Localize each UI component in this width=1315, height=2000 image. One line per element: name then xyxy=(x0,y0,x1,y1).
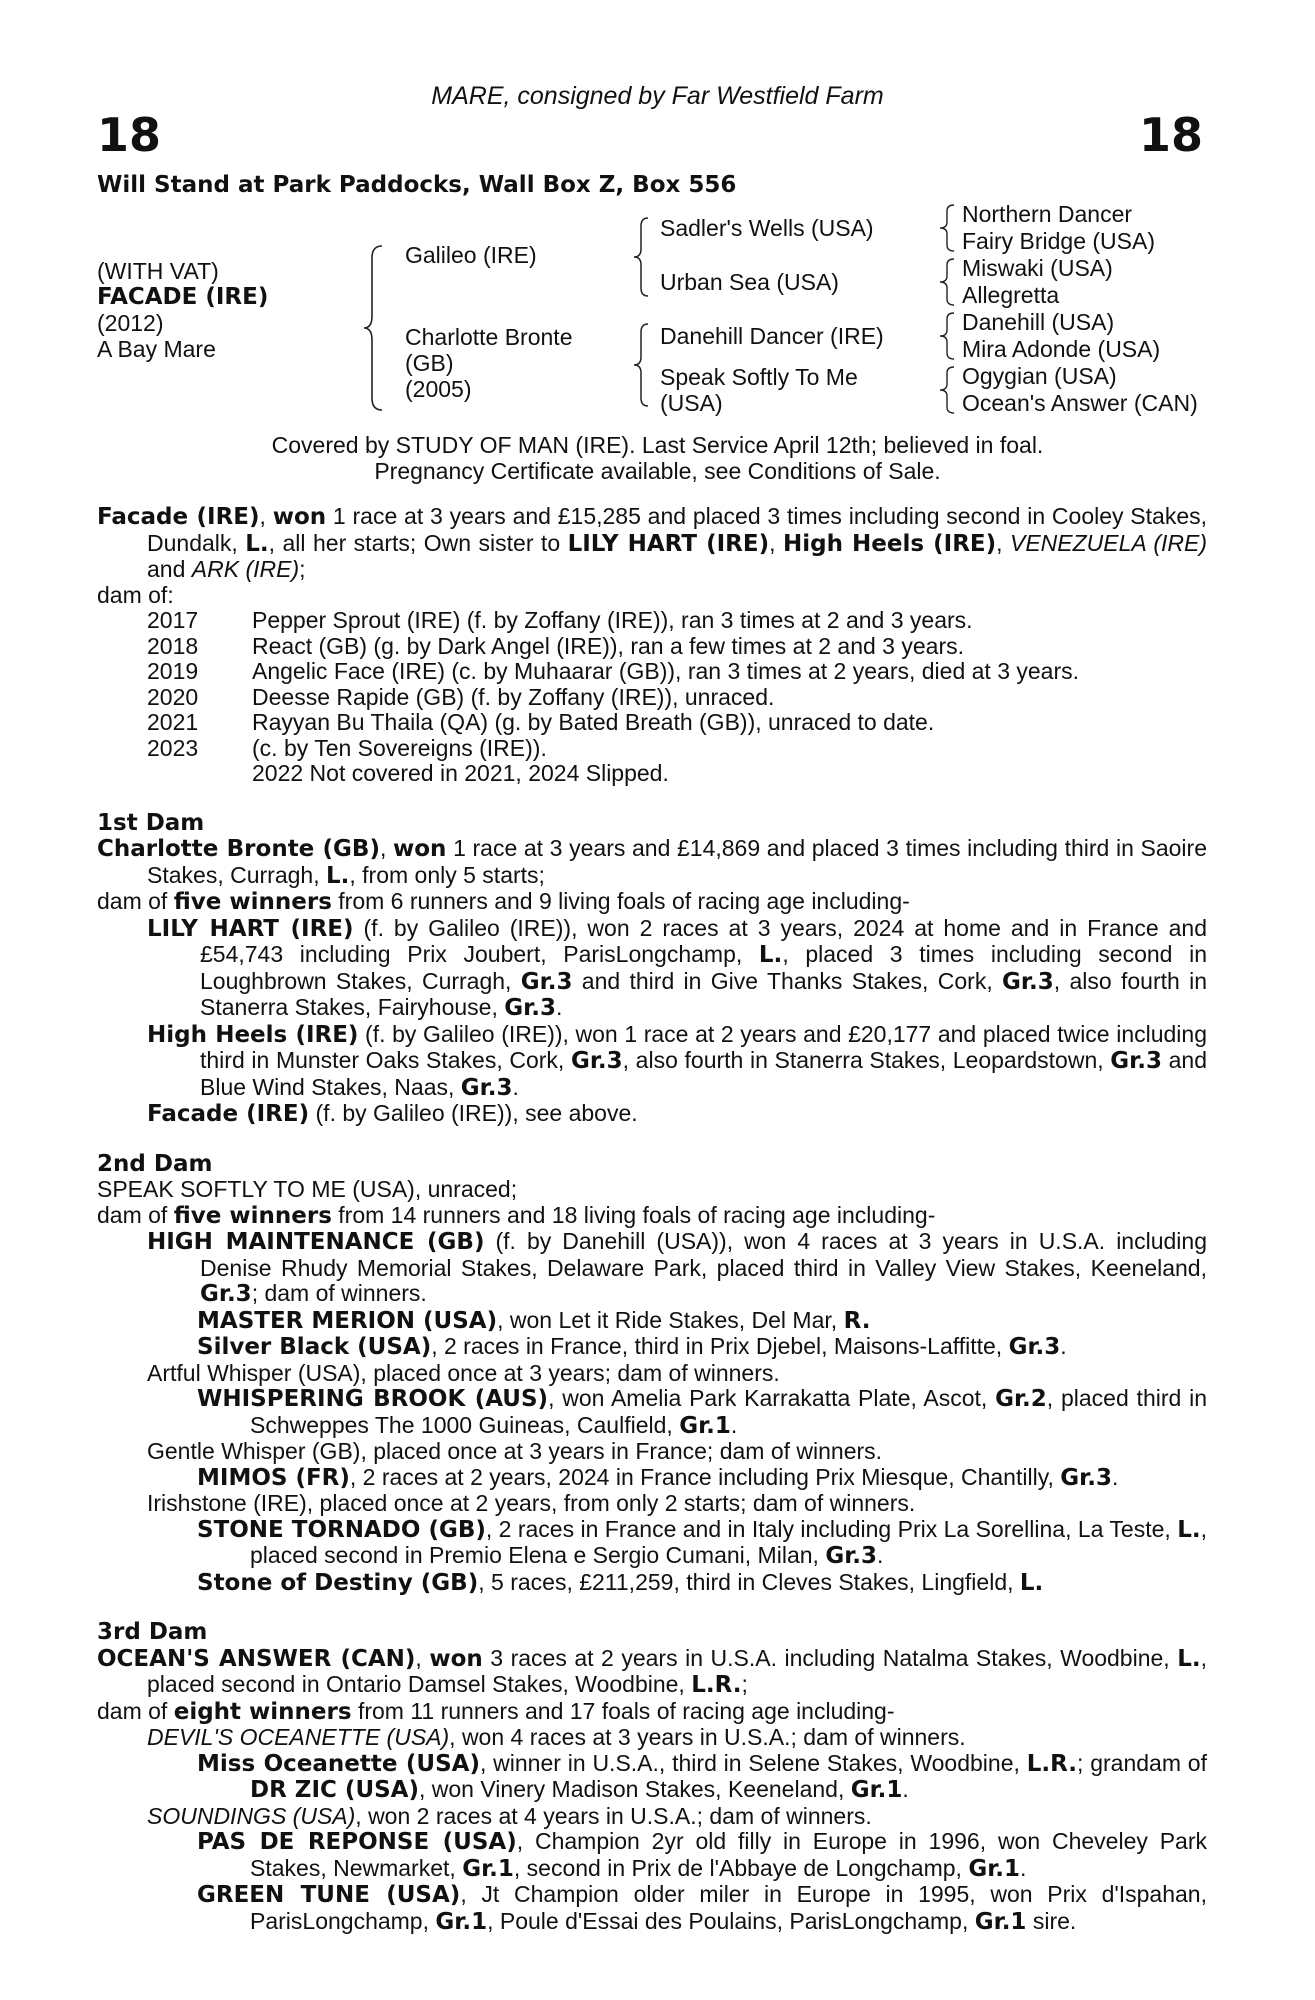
dam2-damof: dam of five winners from 14 runners and 18 living foals of racing age including- xyxy=(97,1201,936,1229)
stand-location: Will Stand at Park Paddocks, Wall Box Z, Box 556 xyxy=(97,172,737,198)
dam3-damof: dam of eight winners from 11 runners and 17 foals of racing age including- xyxy=(97,1697,895,1725)
dam-line1: Charlotte Bronte xyxy=(405,324,573,350)
horse-name: FACADE (IRE) xyxy=(97,284,269,310)
foal-row: 2019 Angelic Face (IRE) (c. by Muhaarar (GB)), ran 3 times at 2 years, died at 3 years. xyxy=(147,658,1080,684)
pedigree-brace-ss xyxy=(938,203,958,253)
dam-dam-line2: (USA) xyxy=(660,390,723,416)
covered-line1: Covered by STUDY OF MAN (IRE). Last Service April 12th; believed in foal. xyxy=(271,432,1044,458)
consigned-by: MARE, consigned by Far Westfield Farm xyxy=(431,82,884,110)
produce-gentle-whisper: Gentle Whisper (GB), placed once at 3 years in France; dam of winners. xyxy=(147,1438,883,1464)
foal-row: 2022 Not covered in 2021, 2024 Slipped. xyxy=(252,760,669,786)
foal-row: 2018 React (GB) (g. by Dark Angel (IRE)), ran a few times at 2 and 3 years. xyxy=(147,632,964,659)
dam3-record: OCEAN'S ANSWER (CAN), won 3 races at 2 years in U.S.A. including Natalma Stakes, Woodbine, L., placed second in Ontario Damsel Stakes, Woodbine, L.R.; xyxy=(97,1644,1207,1698)
horse-year: (2012) xyxy=(97,310,164,336)
pedigree-brace-ds xyxy=(938,311,958,361)
covered-note xyxy=(0,432,1315,484)
foal-list xyxy=(97,608,1207,787)
dam-sire: Danehill Dancer (IRE) xyxy=(660,323,884,349)
facade-damof: dam of: xyxy=(97,581,174,608)
covered-line2: Pregnancy Certificate available, see Conditions of Sale. xyxy=(374,458,941,484)
produce-miss-oceanette: Miss Oceanette (USA), winner in U.S.A., third in Selene Stakes, Woodbine, L.R.; grandam of DR ZIC (USA), won Vinery Madison Stakes, Keeneland, Gr.1. xyxy=(197,1749,1207,1803)
dam-dam-line1: Speak Softly To Me xyxy=(660,364,858,390)
pedigree-brace-main xyxy=(362,244,386,412)
dds: Ogygian (USA) xyxy=(962,363,1117,389)
dam1-heading: 1st Dam xyxy=(97,809,205,836)
ddd: Ocean's Answer (CAN) xyxy=(962,390,1198,416)
ssd: Fairy Bridge (USA) xyxy=(962,228,1155,254)
foal-row: 2020 Deesse Rapide (GB) (f. by Zoffany (IRE)), unraced. xyxy=(147,683,775,710)
produce-high-heels: High Heels (IRE) (f. by Galileo (IRE)), won 1 race at 2 years and £20,177 and placed twice including third in Munster Oaks Stakes, Cork, Gr.3, also fourth in Stanerra Stakes, Leopardstown, Gr.3 and Blue Wind Stakes, Naas, Gr.3. xyxy=(147,1020,1207,1101)
produce-pas-de-reponse: PAS DE REPONSE (USA), Champion 2yr old filly in Europe in 1996, won Cheveley Park Stakes, Newmarket, Gr.1, second in Prix de l'Abbaye de Longchamp, Gr.1. xyxy=(197,1828,1208,1882)
produce-master-merion: MASTER MERION (USA), won Let it Ride Stakes, Del Mar, R. xyxy=(197,1306,871,1334)
sire: Galileo (IRE) xyxy=(405,242,537,268)
produce-irishstone: Irishstone (IRE), placed once at 2 years, from only 2 starts; dam of winners. xyxy=(147,1490,916,1516)
sds: Miswaki (USA) xyxy=(962,255,1113,281)
produce-devils-oceanette: DEVIL'S OCEANETTE (USA), won 4 races at 3 years in U.S.A.; dam of winners. xyxy=(147,1724,966,1750)
dam2-record: SPEAK SOFTLY TO ME (USA), unraced; xyxy=(97,1176,518,1202)
sss: Northern Dancer xyxy=(962,201,1133,227)
produce-artful-whisper: Artful Whisper (USA), placed once at 3 years; dam of winners. xyxy=(147,1359,780,1386)
produce-high-maintenance: HIGH MAINTENANCE (GB) (f. by Danehill (USA)), won 4 races at 3 years in U.S.A. including Denise Rhudy Memorial Stakes, Delaware Park, placed third in Valley View Stakes, Keeneland, Gr.3; dam of winners. xyxy=(147,1228,1207,1307)
dam2-heading: 2nd Dam xyxy=(97,1150,213,1177)
catalogue-body xyxy=(97,504,1207,1935)
pedigree-brace-sd xyxy=(938,257,958,307)
lot-number-left: 18 xyxy=(97,108,162,162)
dss: Danehill (USA) xyxy=(962,309,1115,335)
dam3-heading: 3rd Dam xyxy=(97,1619,208,1645)
sire-dam: Urban Sea (USA) xyxy=(660,269,839,295)
produce-stone-of-destiny: Stone of Destiny (GB), 5 races, £211,259, third in Cleves Stakes, Lingfield, L. xyxy=(197,1568,1044,1596)
pedigree-brace-dd xyxy=(938,365,958,415)
produce-facade: Facade (IRE) (f. by Galileo (IRE)), see above. xyxy=(147,1100,638,1127)
dsd: Mira Adonde (USA) xyxy=(962,336,1161,362)
facade-record: Facade (IRE), won 1 race at 3 years and £15,285 and placed 3 times including second in Cooley Stakes, Dundalk, L., all her starts; Own sister to LILY HART (IRE), High Heels (IRE), VENEZUELA (IRE) and ARK (IRE); xyxy=(97,503,1208,582)
horse-desc: A Bay Mare xyxy=(97,336,216,362)
sire-sire: Sadler's Wells (USA) xyxy=(660,215,874,241)
dam-line2: (GB) xyxy=(405,350,454,376)
with-vat: (WITH VAT) xyxy=(97,258,219,284)
produce-stone-tornado: STONE TORNADO (GB), 2 races in France and in Italy including Prix La Sorellina, La Teste, L., placed second in Premio Elena e Sergio Cumani, Milan, Gr.3. xyxy=(197,1515,1207,1569)
pedigree-brace-dam xyxy=(632,322,652,408)
dam-line3: (2005) xyxy=(405,376,472,402)
produce-green-tune: GREEN TUNE (USA), Jt Champion older miler in Europe in 1995, won Prix d'Ispahan, ParisLongchamp, Gr.1, Poule d'Essai des Poulains, ParisLongchamp, Gr.1 sire. xyxy=(197,1881,1207,1935)
foal-row: 2021 Rayyan Bu Thaila (QA) (g. by Bated Breath (GB)), unraced to date. xyxy=(147,709,935,735)
produce-whispering-brook: WHISPERING BROOK (AUS), won Amelia Park Karrakatta Plate, Ascot, Gr.2, placed third in Schweppes The 1000 Guineas, Caulfield, Gr.1. xyxy=(197,1385,1207,1439)
produce-silver-black: Silver Black (USA), 2 races in France, third in Prix Djebel, Maisons-Laffitte, Gr.3. xyxy=(197,1333,1067,1360)
dam1-record: Charlotte Bronte (GB), won 1 race at 3 years and £14,869 and placed 3 times including third in Saoire Stakes, Curragh, L., from only 5 starts; xyxy=(97,835,1207,889)
produce-lily-hart: LILY HART (IRE) (f. by Galileo (IRE)), won 2 races at 3 years, 2024 at home and in France and £54,743 including Prix Joubert, ParisLongchamp, L., placed 3 times including second in Loughbrown Stakes, Curragh, Gr.3 and third in Give Thanks Stakes, Cork, Gr.3, also fourth in Stanerra Stakes, Fairyhouse, Gr.3. xyxy=(147,914,1208,1021)
pedigree-brace-sire xyxy=(632,216,652,298)
foal-row: 2017 Pepper Sprout (IRE) (f. by Zoffany (IRE)), ran 3 times at 2 and 3 years. xyxy=(147,607,973,633)
produce-soundings: SOUNDINGS (USA), won 2 races at 4 years in U.S.A.; dam of winners. xyxy=(147,1802,872,1829)
lot-number-right: 18 xyxy=(1138,108,1203,162)
dam1-damof: dam of five winners from 6 runners and 9 living foals of racing age including- xyxy=(97,888,910,915)
foal-row: 2023 (c. by Ten Sovereigns (IRE)). xyxy=(147,734,547,761)
sdd: Allegretta xyxy=(962,282,1060,308)
produce-mimos: MIMOS (FR), 2 races at 2 years, 2024 in France including Prix Miesque, Chantilly, Gr.3. xyxy=(197,1463,1119,1491)
